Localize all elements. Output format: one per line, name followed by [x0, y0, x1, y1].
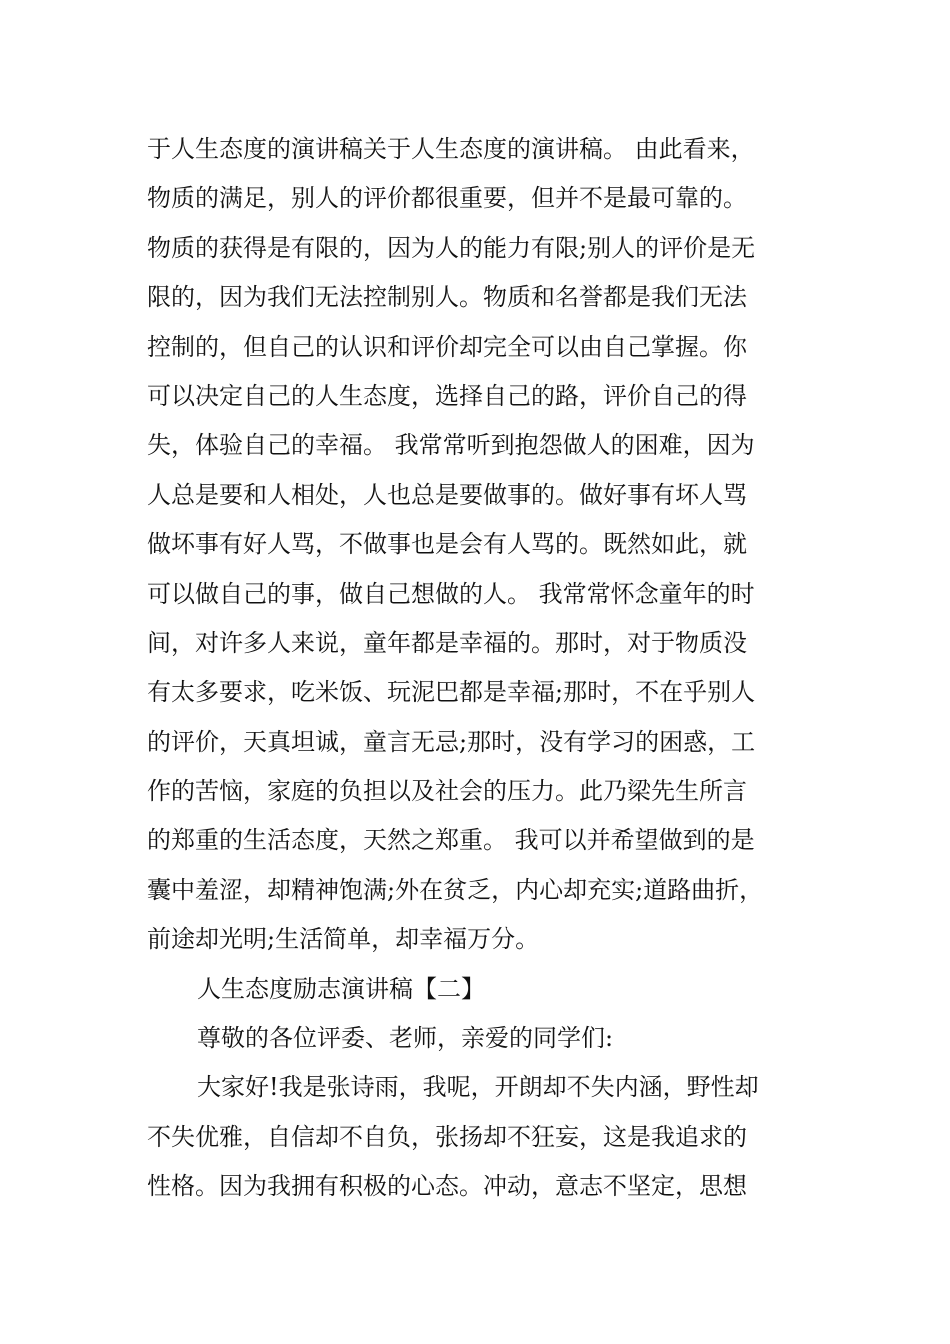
text-line: 失，体验自己的幸福。 我常常听到抱怨做人的困难，因为 [147, 431, 755, 460]
text-line: 不失优雅，自信却不自负，张扬却不狂妄，这是我追求的 [147, 1122, 747, 1151]
document-body [147, 127, 837, 1214]
text-line: 控制的，但自己的认识和评价却完全可以由自己掌握。你 [147, 332, 747, 361]
text-line: 有太多要求，吃米饭、玩泥巴都是幸福;那时，不在乎别人 [147, 678, 756, 707]
text-line: 物质的满足，别人的评价都很重要，但并不是最可靠的。 [147, 184, 747, 213]
text-line: 的评价，天真坦诚，童言无忌;那时，没有学习的困惑，工 [147, 727, 756, 756]
text-line: 可以做自己的事，做自己想做的人。 我常常怀念童年的时 [147, 579, 755, 608]
text-line: 间，对许多人来说，童年都是幸福的。那时，对于物质没 [147, 628, 747, 657]
text-line: 的郑重的生活态度，天然之郑重。 我可以并希望做到的是 [147, 826, 755, 855]
text-line: 大家好!我是张诗雨，我呢，开朗却不失内涵，野性却 [197, 1073, 759, 1102]
text-line: 人总是要和人相处，人也总是要做事的。做好事有坏人骂 [147, 480, 747, 509]
text-line: 作的苦恼，家庭的负担以及社会的压力。此乃梁先生所言 [147, 777, 747, 806]
text-line: 可以决定自己的人生态度，选择自己的路，评价自己的得 [147, 381, 747, 410]
salutation: 尊敬的各位评委、老师，亲爱的同学们: [197, 1024, 614, 1053]
text-line: 前途却光明;生活简单，却幸福万分。 [147, 925, 540, 954]
text-line: 性格。因为我拥有积极的心态。冲动，意志不坚定，思想 [147, 1172, 747, 1201]
text-line: 囊中羞涩，却精神饱满;外在贫乏，内心却充实;道路曲折， [147, 875, 764, 904]
text-line: 做坏事有好人骂，不做事也是会有人骂的。既然如此，就 [147, 530, 747, 559]
text-line: 物质的获得是有限的，因为人的能力有限;别人的评价是无 [147, 233, 756, 262]
text-line: 于人生态度的演讲稿关于人生态度的演讲稿。 由此看来， [147, 135, 755, 163]
section-heading: 人生态度励志演讲稿【二】 [197, 974, 485, 1003]
text-line: 限的，因为我们无法控制别人。物质和名誉都是我们无法 [147, 283, 747, 312]
